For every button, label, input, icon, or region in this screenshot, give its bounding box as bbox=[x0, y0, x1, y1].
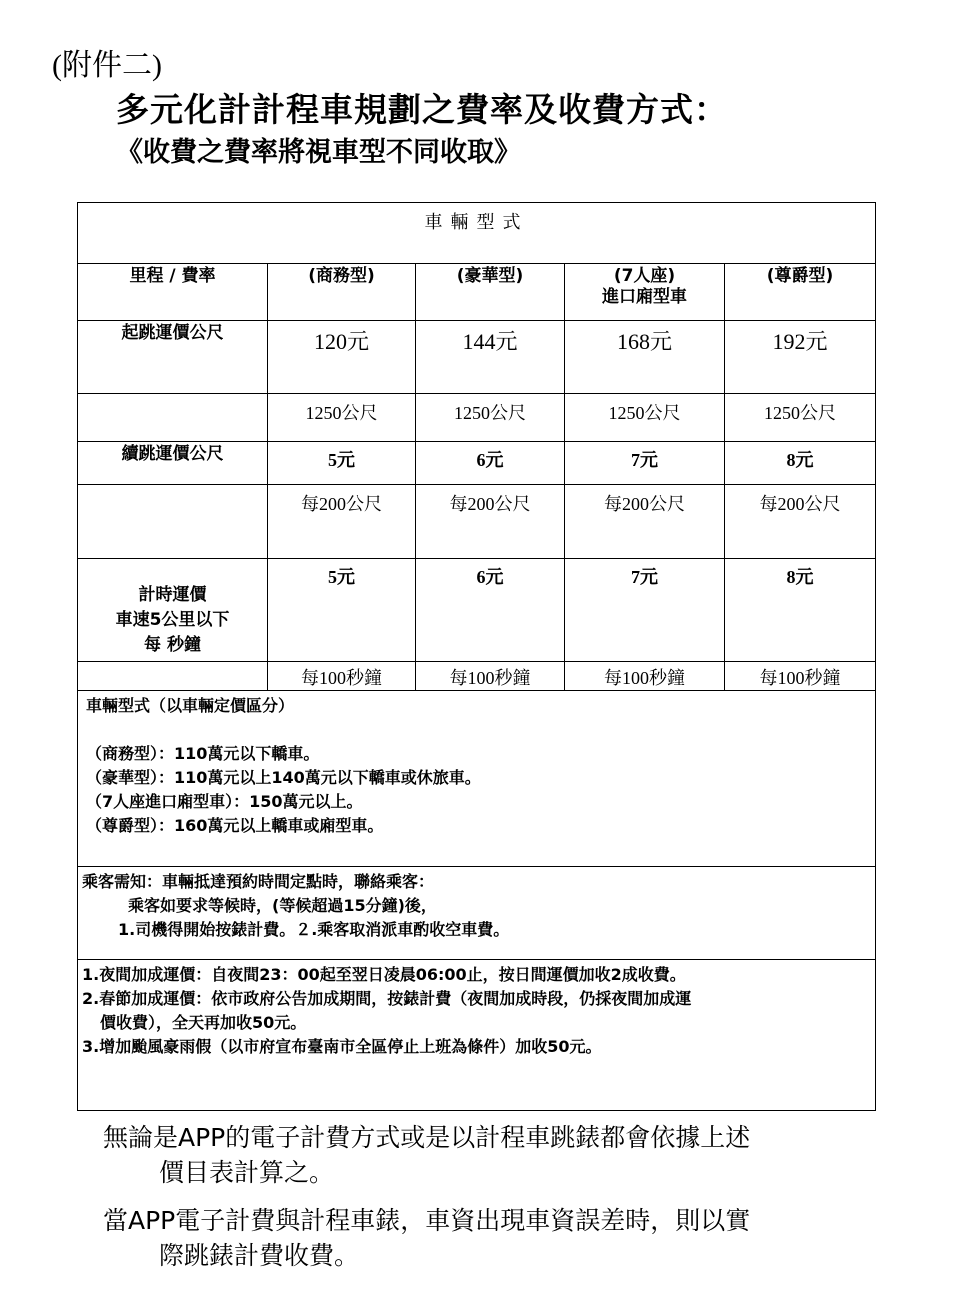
time-interval-cell: 每100秒鐘 bbox=[565, 662, 725, 691]
row-label-continuous-fare: 續跳運價公尺 bbox=[78, 442, 268, 485]
time-fare-cell: 6元 bbox=[416, 559, 565, 662]
empty-cell bbox=[78, 485, 268, 559]
attachment-label: (附件二) bbox=[52, 49, 162, 82]
time-fare-label-line: 計時運價 bbox=[138, 585, 207, 605]
start-distance-cell: 1250公尺 bbox=[268, 394, 416, 442]
fare-rate-table bbox=[77, 202, 876, 1111]
continuous-fare-cell: 8元 bbox=[725, 442, 876, 485]
vehicle-type-line: （豪華型）：110萬元以上140萬元以下轎車或休旅車。 bbox=[86, 768, 481, 787]
vehicle-type-line: （7人座進口廂型車）：150萬元以上。 bbox=[86, 792, 363, 811]
continuous-fare-cell: 5元 bbox=[268, 442, 416, 485]
surcharge-notes bbox=[78, 960, 876, 1111]
empty-cell bbox=[78, 662, 268, 691]
surcharge-line: 2.春節加成運價：依市政府公告加成期間，按錶計費（夜間加成時段，仍採夜間加成運 bbox=[82, 989, 692, 1008]
footer-note-1-line: 無論是APP的電子計費方式或是以計程車跳錶都會依據上述 bbox=[103, 1123, 751, 1152]
row-label-time-fare bbox=[78, 559, 268, 662]
start-fare-cell: 168元 bbox=[565, 321, 725, 394]
continuous-distance-cell: 每200公尺 bbox=[565, 485, 725, 559]
row-label-start-fare: 起跳運價公尺 bbox=[78, 321, 268, 394]
table-caption: 車輛型式 bbox=[78, 203, 876, 264]
time-interval-cell: 每100秒鐘 bbox=[725, 662, 876, 691]
passenger-notice-line: 乘客需知：車輛抵達預約時間定點時，聯絡乘客： bbox=[82, 872, 435, 891]
passenger-notice-line: 1.司機得開始按錶計費。２.乘客取消派車酌收空車費。 bbox=[118, 920, 510, 939]
column-header-premier: (尊爵型) bbox=[725, 264, 876, 321]
continuous-distance-cell: 每200公尺 bbox=[416, 485, 565, 559]
time-fare-cell: 8元 bbox=[725, 559, 876, 662]
start-fare-cell: 192元 bbox=[725, 321, 876, 394]
vehicle-type-notes bbox=[78, 691, 876, 867]
footer-note-1-line: 價目表計算之。 bbox=[159, 1158, 335, 1187]
surcharge-line: 1.夜間加成運價：自夜間23：00起至翌日凌晨06:00止，按日間運價加收2成收費。 bbox=[82, 965, 686, 984]
start-distance-cell: 1250公尺 bbox=[565, 394, 725, 442]
vehicle-type-line: （尊爵型）：160萬元以上轎車或廂型車。 bbox=[86, 816, 384, 835]
continuous-distance-cell: 每200公尺 bbox=[268, 485, 416, 559]
time-interval-cell: 每100秒鐘 bbox=[268, 662, 416, 691]
page-subtitle: 《收費之費率將視車型不同收取》 bbox=[116, 137, 521, 168]
continuous-distance-cell: 每200公尺 bbox=[725, 485, 876, 559]
start-distance-cell: 1250公尺 bbox=[725, 394, 876, 442]
column-header-business: (商務型) bbox=[268, 264, 416, 321]
time-fare-label-line: 車速5公里以下 bbox=[115, 610, 230, 630]
column-header-luxury: (豪華型) bbox=[416, 264, 565, 321]
surcharge-line: 價收費），全天再加收50元。 bbox=[100, 1013, 307, 1032]
footer-note-1 bbox=[103, 1120, 933, 1190]
continuous-fare-cell: 7元 bbox=[565, 442, 725, 485]
passenger-notice-line: 乘客如要求等候時，(等候超過15分鐘)後， bbox=[128, 896, 437, 915]
footer-note-2-line: 際跳錶計費收費。 bbox=[159, 1241, 360, 1270]
empty-cell bbox=[78, 394, 268, 442]
time-fare-cell: 7元 bbox=[565, 559, 725, 662]
continuous-fare-cell: 6元 bbox=[416, 442, 565, 485]
time-fare-cell: 5元 bbox=[268, 559, 416, 662]
start-fare-cell: 120元 bbox=[268, 321, 416, 394]
page-title: 多元化計計程車規劃之費率及收費方式： bbox=[116, 90, 728, 129]
column-header-seven-seater-sub: 進口廂型車 bbox=[602, 287, 687, 307]
column-header-seven-seater bbox=[565, 264, 725, 321]
vehicle-type-heading: 車輛型式（以車輛定價區分） bbox=[86, 696, 295, 715]
surcharge-line: 3.增加颱風豪雨假（以市府宣布臺南市全區停止上班為條件）加收50元。 bbox=[82, 1037, 602, 1056]
start-distance-cell: 1250公尺 bbox=[416, 394, 565, 442]
column-header-seven-seater-label: (7人座) bbox=[613, 266, 676, 286]
start-fare-cell: 144元 bbox=[416, 321, 565, 394]
time-interval-cell: 每100秒鐘 bbox=[416, 662, 565, 691]
passenger-notice bbox=[78, 867, 876, 960]
footer-note-2 bbox=[103, 1203, 933, 1273]
time-fare-label-line: 每 秒鐘 bbox=[144, 635, 201, 655]
footer-note-2-line: 當APP電子計費與計程車錶，車資出現車資誤差時，則以實 bbox=[103, 1206, 751, 1235]
vehicle-type-line: （商務型）：110萬元以下轎車。 bbox=[86, 744, 320, 763]
column-header-mileage: 里程 / 費率 bbox=[78, 264, 268, 321]
